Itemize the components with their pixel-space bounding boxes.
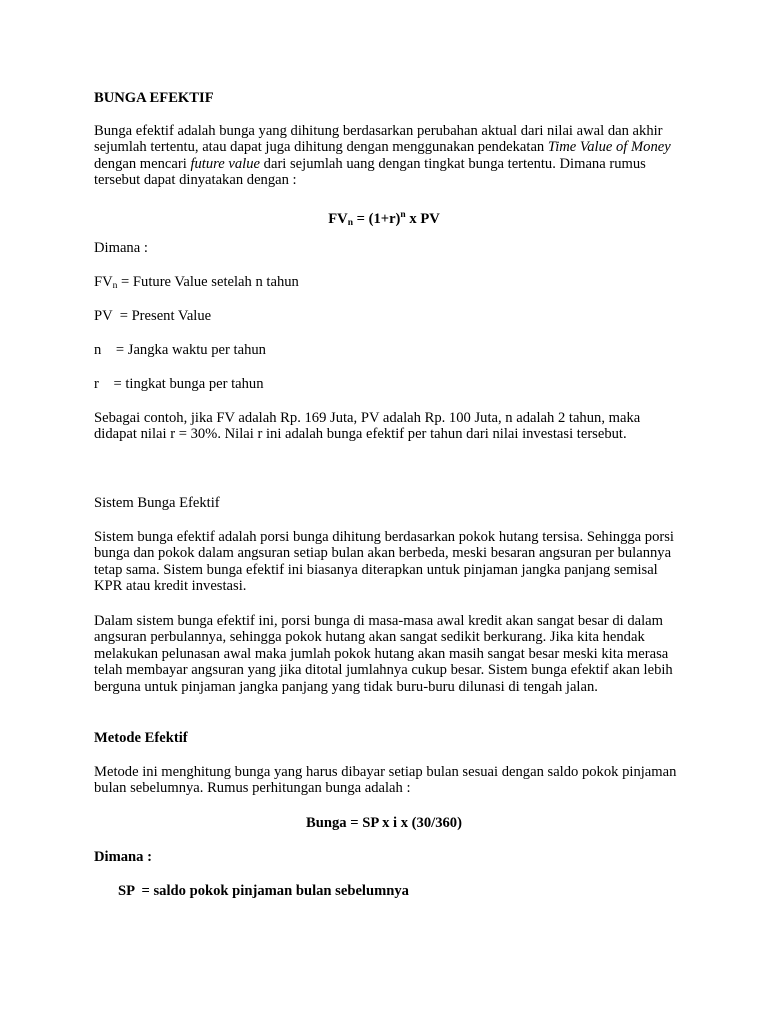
- section-title-sistem: Sistem Bunga Efektif: [94, 495, 220, 511]
- formula-fv-end: x PV: [405, 211, 440, 227]
- dimana-label-1: Dimana :: [94, 240, 148, 256]
- definition-pv: PV = Present Value: [94, 308, 212, 324]
- definition-r: r = tingkat bunga per tahun: [94, 376, 264, 392]
- example-paragraph: Sebagai contoh, jika FV adalah Rp. 169 Juta, PV adalah Rp. 100 Juta, n adalah 2 tahun, maka didapat nilai r = 30%. Nilai r ini adalah bunga efektif per tahun dari nilai investasi tersebut.: [94, 410, 641, 443]
- definition-sp: SP = saldo pokok pinjaman bulan sebelumnya: [118, 883, 409, 899]
- definition-fvn: [94, 274, 684, 294]
- dimana-label-2: Dimana :: [94, 849, 152, 865]
- formula-fv: [0, 207, 768, 231]
- formula-fv-term: FV: [328, 211, 348, 227]
- intro-term-fv: future value: [190, 155, 261, 172]
- definition-fvn-term: FV: [94, 274, 113, 290]
- document-heading: BUNGA EFEKTIF: [94, 90, 214, 106]
- intro-paragraph: [94, 123, 684, 189]
- formula-fv-superscript: n: [400, 210, 406, 220]
- intro-text-1: Bunga efektif adalah bunga yang dihitung berdasarkan perubahan aktual dari nilai awal dan akhir sejumlah tertentu, atau dapat juga dihitung dengan menggunakan pendekatan: [94, 123, 663, 156]
- sistem-paragraph-2: Dalam sistem bunga efektif ini, porsi bunga di masa-masa awal kredit akan sangat besar di dalam angsuran perbulannya, sehingga pokok hutang akan sangat sedikit berkurang. Jika kita hendak melakukan pelunasan awal maka jumlah pokok hutang akan masih sangat besar meski kita merasa telah membayar angsuran yang jika ditotal jumlahnya cukup besar. Sistem bunga efektif akan lebih berguna untuk pinjaman jangka panjang yang tidak buru-buru dilunasi di tengah jalan.: [94, 613, 673, 695]
- sistem-paragraph-1: Sistem bunga efektif adalah porsi bunga dihitung berdasarkan pokok hutang tersisa. Sehingga porsi bunga dan pokok dalam angsuran setiap bulan akan berbeda, meski besaran angsuran per bulannya tetap sama. Sistem bunga efektif ini biasanya diterapkan untuk pinjaman jangka panjang semisal KPR atau kredit investasi.: [94, 529, 674, 595]
- intro-text-3: dari sejumlah uang dengan tingkat bunga tertentu. Dimana rumus tersebut dapat dinyatakan dengan :: [94, 155, 646, 189]
- definition-fvn-subscript: n: [112, 281, 118, 291]
- definition-n: n = Jangka waktu per tahun: [94, 342, 266, 358]
- formula-fv-subscript: n: [347, 218, 353, 228]
- intro-text-2: dengan mencari: [94, 155, 191, 172]
- definition-fvn-text: = Future Value setelah n tahun: [117, 274, 299, 290]
- formula-bunga: Bunga = SP x i x (30/360): [306, 815, 462, 831]
- metode-paragraph-1: Metode ini menghitung bunga yang harus dibayar setiap bulan sesuai dengan saldo pokok pinjaman bulan sebelumnya. Rumus perhitungan bunga adalah :: [94, 764, 677, 797]
- section-title-metode: Metode Efektif: [94, 730, 188, 746]
- formula-fv-mid: = (1+r): [352, 211, 401, 227]
- intro-term-tvm: Time Value of Money: [547, 139, 671, 156]
